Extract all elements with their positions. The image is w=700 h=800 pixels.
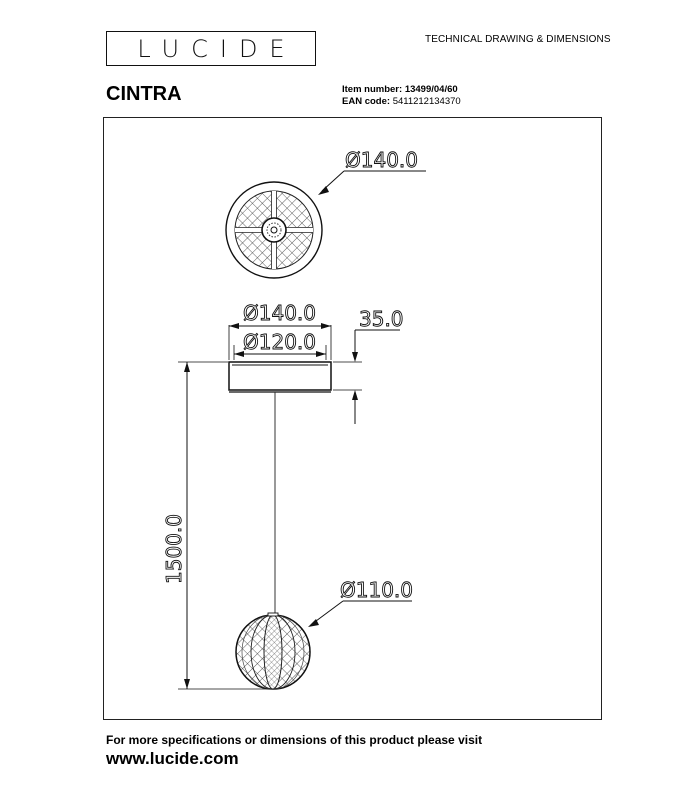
item-number-value: 13499/04/60	[404, 84, 458, 95]
total-length-label: 1500.0	[162, 514, 186, 584]
ean-label: EAN code:	[342, 96, 391, 107]
top-view	[226, 182, 322, 278]
globe-diameter-dimension	[308, 578, 413, 627]
globe-cap	[268, 613, 278, 616]
top-view-diameter-label: Ø140.0	[345, 148, 418, 172]
product-name: CINTRA	[106, 83, 182, 105]
footer-website-link[interactable]: www.lucide.com	[106, 749, 239, 768]
brand-logo-text: LUCIDE	[137, 34, 297, 63]
section-title: TECHNICAL DRAWING & DIMENSIONS	[425, 34, 611, 45]
footer-note: For more specifications or dimensions of this product please visit	[106, 733, 483, 747]
canopy-diameter-label: Ø140.0	[243, 301, 316, 325]
top-view-diameter-dimension	[318, 148, 426, 195]
globe-diameter-label: Ø110.0	[340, 578, 413, 602]
ean-value: 5411212134370	[392, 96, 461, 107]
globe	[236, 613, 310, 689]
canopy	[229, 362, 331, 392]
canopy-inner-diameter-label: Ø120.0	[243, 330, 316, 354]
item-number-label: Item number:	[342, 84, 403, 95]
canopy-body	[229, 362, 331, 390]
canopy-height-label: 35.0	[359, 307, 404, 331]
